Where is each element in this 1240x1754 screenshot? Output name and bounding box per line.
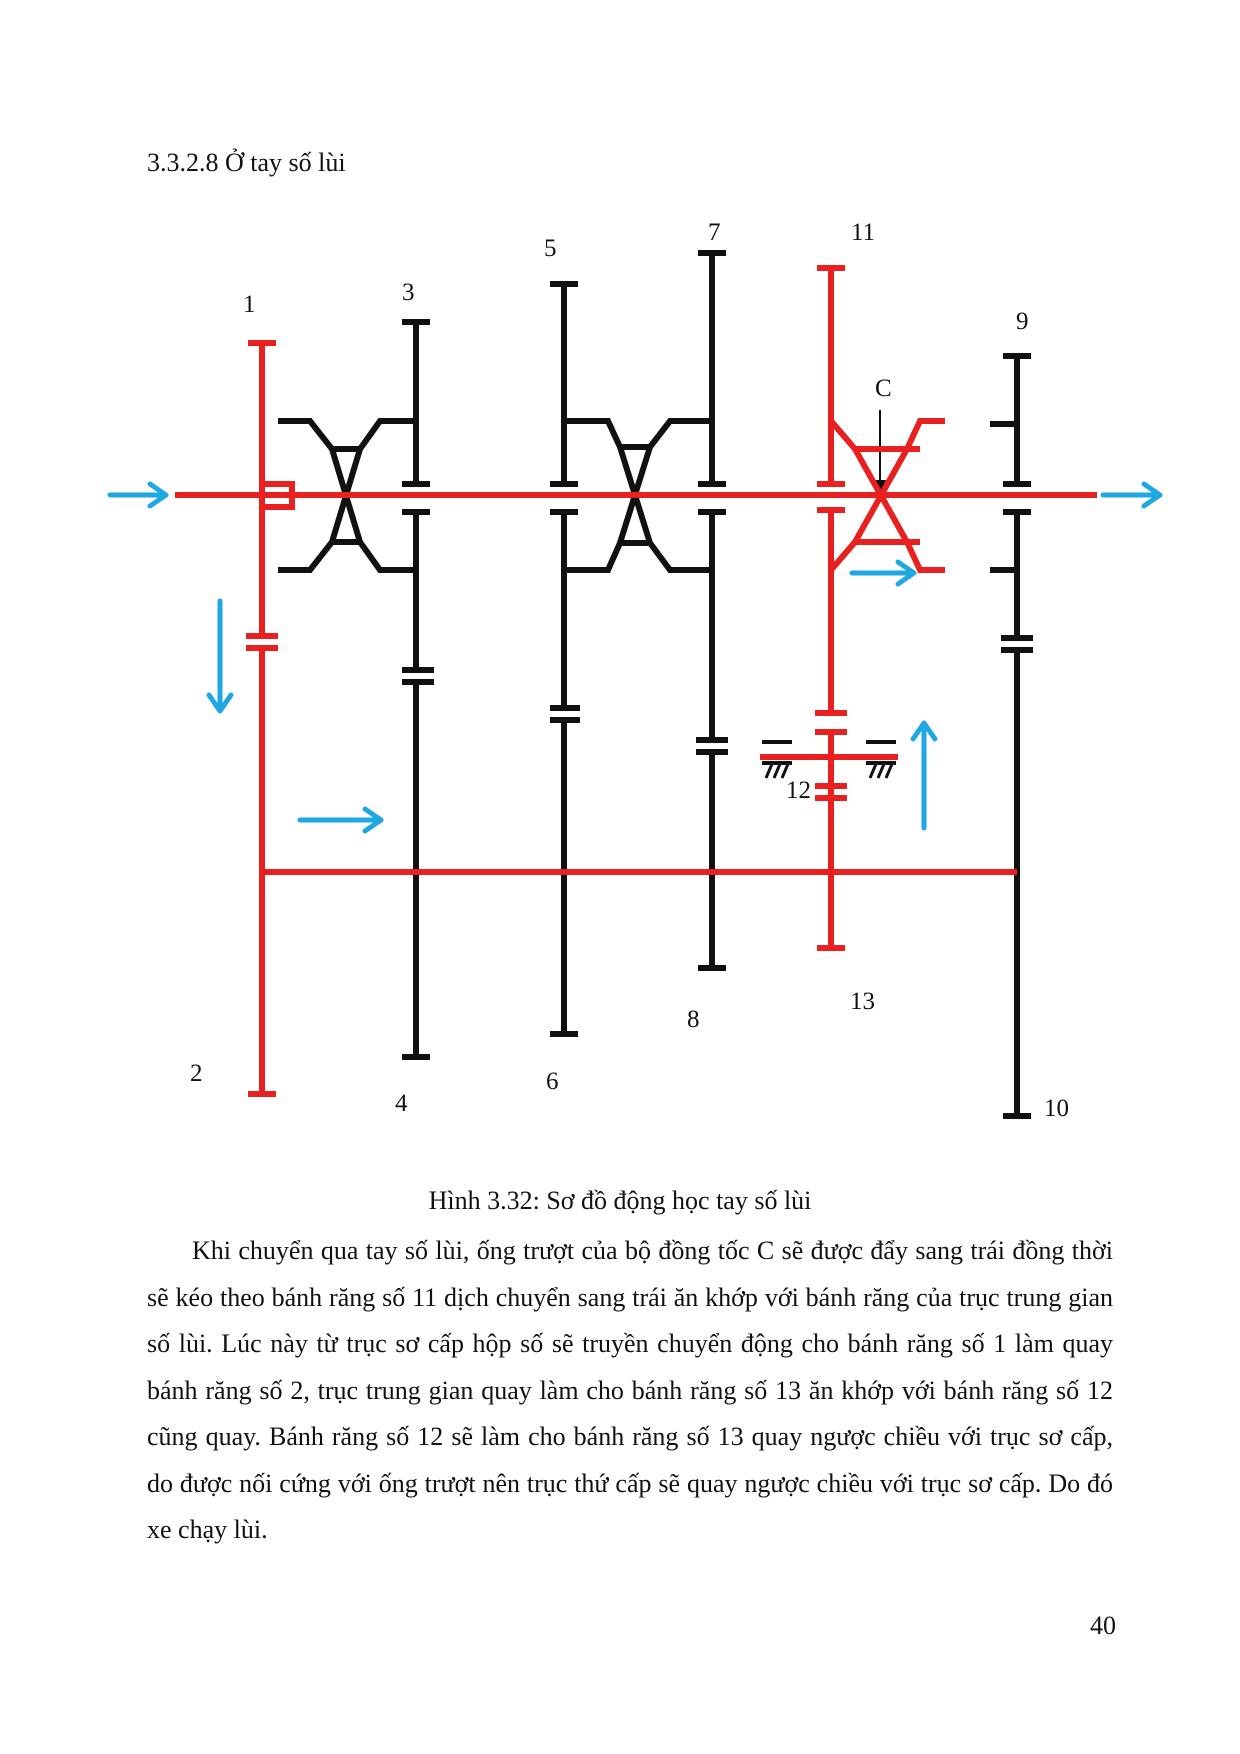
label-gear-12: 12 (786, 777, 811, 804)
label-gear-1: 1 (243, 291, 256, 318)
section-heading: 3.3.2.8 Ở tay số lùi (147, 148, 346, 177)
power-path-components (175, 268, 1097, 1094)
label-gear-7: 7 (708, 219, 721, 246)
page-number: 40 (1090, 1611, 1116, 1640)
label-gear-5: 5 (544, 235, 557, 262)
label-gear-13: 13 (850, 988, 875, 1015)
idle-components (278, 253, 1033, 1116)
output-arrow (1103, 484, 1160, 506)
right-arrow-lower (300, 809, 381, 831)
figure-caption: Hình 3.32: Sơ đồ động học tay số lùi (428, 1186, 812, 1215)
label-gear-4: 4 (395, 1090, 408, 1117)
label-gear-6: 6 (546, 1068, 559, 1095)
label-gear-8: 8 (687, 1006, 700, 1033)
label-sync-c: C (875, 375, 892, 402)
label-gear-2: 2 (190, 1060, 203, 1087)
body-paragraph: Khi chuyển qua tay số lùi, ống trượt của bộ đồng tốc C sẽ được đẩy sang trái đồng thời sẽ kéo theo bánh răng số 11 dịch chuyển sang trái ăn khớp với bánh răng của trục trung gian số lùi. Lúc này từ trục sơ cấp hộp số sẽ truyền chuyển động cho bánh răng số 1 làm quay bánh răng số 2, trục trung gian quay làm cho bánh răng số 13 ăn khớp với bánh răng số 12 cũng quay. Bánh răng số 12 sẽ làm cho bánh răng số 13 quay ngược chiều với trục sơ cấp, do được nối cứng với ống trượt nên trục thứ cấp sẽ quay ngược chiều với trục sơ cấp. Do đó xe chạy lùi. (147, 1236, 1113, 1544)
label-gear-11: 11 (851, 219, 876, 246)
up-arrow (913, 723, 935, 828)
label-gear-10: 10 (1044, 1095, 1069, 1122)
label-gear-3: 3 (402, 279, 415, 306)
right-arrow-sync (852, 562, 914, 584)
down-arrow (209, 601, 231, 711)
label-gear-9: 9 (1016, 308, 1029, 335)
direction-arrows (110, 484, 1160, 831)
input-arrow (110, 484, 166, 506)
